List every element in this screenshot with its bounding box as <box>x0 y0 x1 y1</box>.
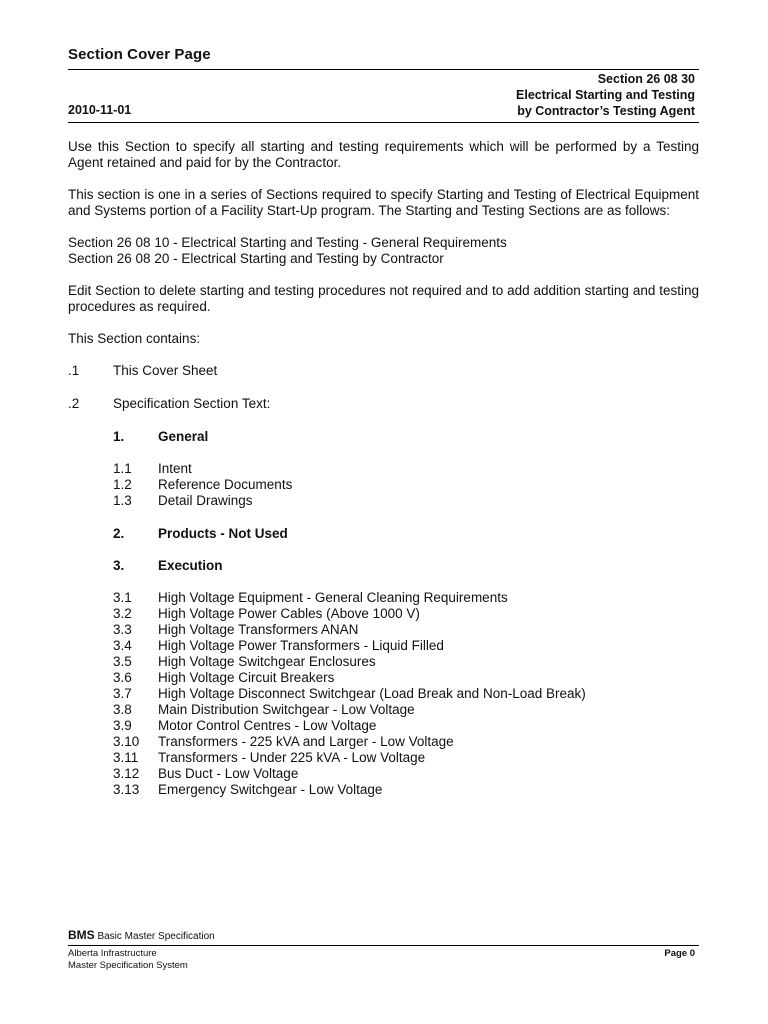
article-row <box>68 622 699 638</box>
article-number: 3.4 <box>113 638 132 653</box>
footer-org-line2: Master Specification System <box>68 960 188 971</box>
contents-item-text: Specification Section Text: <box>113 396 271 411</box>
contents-item <box>68 396 699 412</box>
bms-abbreviation: BMS <box>68 928 95 942</box>
article-row <box>68 750 699 766</box>
article-number: 3.11 <box>113 750 139 765</box>
article-number: 1.1 <box>113 461 132 476</box>
article-row <box>68 734 699 750</box>
article-title: Motor Control Centres - Low Voltage <box>158 718 377 733</box>
article-row <box>68 606 699 622</box>
article-row <box>68 718 699 734</box>
section-title-line2: by Contractor’s Testing Agent <box>517 104 695 118</box>
section-header <box>516 71 695 119</box>
page-title: Section Cover Page <box>68 46 211 63</box>
article-title: Transformers - 225 kVA and Larger - Low Voltage <box>158 734 454 749</box>
document-page <box>68 40 699 980</box>
contents-intro: This Section contains: <box>68 331 201 346</box>
footer-organization <box>68 948 188 972</box>
page-number: Page 0 <box>664 948 695 959</box>
article-row <box>68 590 699 606</box>
footer-org-line1: Alberta Infrastructure <box>68 948 157 959</box>
part-number: 3. <box>113 558 125 573</box>
article-title: High Voltage Switchgear Enclosures <box>158 654 376 669</box>
article-row <box>68 670 699 686</box>
article-number: 1.2 <box>113 477 132 492</box>
footer-spec-label <box>68 928 215 942</box>
intro-paragraph: Use this Section to specify all starting and testing requirements which will be performed by a Testing Agent retained and paid for by the Contractor. <box>68 139 699 170</box>
article-row <box>68 766 699 782</box>
contents-item-number: .2 <box>68 396 80 411</box>
article-row <box>68 654 699 670</box>
section-title-line1: Electrical Starting and Testing <box>516 88 695 102</box>
article-number: 3.9 <box>113 718 132 733</box>
article-title: High Voltage Power Cables (Above 1000 V) <box>158 606 420 621</box>
article-number: 3.6 <box>113 670 132 685</box>
part-title: Products - Not Used <box>158 526 288 541</box>
article-title: High Voltage Equipment - General Cleaning Requirements <box>158 590 508 605</box>
part-title: Execution <box>158 558 223 573</box>
article-number: 3.2 <box>113 606 132 621</box>
article-row <box>68 702 699 718</box>
edit-instructions-paragraph: Edit Section to delete starting and testing procedures not required and to add addition starting and testing procedures as required. <box>68 283 699 314</box>
article-number: 3.13 <box>113 782 140 797</box>
article-title: High Voltage Transformers ANAN <box>158 622 359 637</box>
bms-full-name: Basic Master Specification <box>97 931 215 942</box>
article-title: High Voltage Disconnect Switchgear (Load Break and Non-Load Break) <box>158 686 586 701</box>
document-body <box>68 139 699 815</box>
article-number: 3.12 <box>113 766 140 781</box>
article-row <box>68 782 699 798</box>
contents-item-number: .1 <box>68 363 80 378</box>
article-row <box>68 477 699 493</box>
section-number: Section 26 08 30 <box>597 72 695 86</box>
article-title: Intent <box>158 461 192 476</box>
article-row <box>68 686 699 702</box>
article-number: 1.3 <box>113 493 132 508</box>
article-title: Main Distribution Switchgear - Low Voltage <box>158 702 415 717</box>
article-title: Transformers - Under 225 kVA - Low Voltage <box>158 750 426 765</box>
contents-item-text: This Cover Sheet <box>113 363 218 378</box>
article-number: 3.8 <box>113 702 132 717</box>
series-paragraph: This section is one in a series of Sections required to specify Starting and Testing of Electrical Equipment and Systems portion of a Facility Start-Up program. The Starting and Testing Sections are as follows: <box>68 187 699 218</box>
article-number: 3.3 <box>113 622 132 637</box>
reference-section-2: Section 26 08 20 - Electrical Starting and Testing by Contractor <box>68 251 444 266</box>
article-title: High Voltage Circuit Breakers <box>158 670 335 685</box>
article-row <box>68 493 699 509</box>
article-title: High Voltage Power Transformers - Liquid Filled <box>158 638 444 653</box>
part-heading-general <box>68 429 699 445</box>
part-heading-products <box>68 526 699 542</box>
part-title: General <box>158 429 209 444</box>
article-number: 3.10 <box>113 734 140 749</box>
part-heading-execution <box>68 558 699 574</box>
header-bottom-divider <box>68 122 699 123</box>
reference-section-1: Section 26 08 10 - Electrical Starting and Testing - General Requirements <box>68 235 507 250</box>
article-number: 3.5 <box>113 654 132 669</box>
article-number: 3.7 <box>113 686 132 701</box>
issue-date: 2010-11-01 <box>68 103 132 117</box>
contents-item <box>68 363 699 379</box>
footer-divider <box>68 945 699 946</box>
part-1-items <box>68 461 699 509</box>
part-number: 1. <box>113 429 125 444</box>
article-number: 3.1 <box>113 590 132 605</box>
article-row <box>68 638 699 654</box>
article-row <box>68 461 699 477</box>
part-number: 2. <box>113 526 125 541</box>
article-title: Bus Duct - Low Voltage <box>158 766 299 781</box>
article-title: Detail Drawings <box>158 493 253 508</box>
part-3-items <box>68 590 699 798</box>
header-top-divider <box>68 69 699 70</box>
article-title: Emergency Switchgear - Low Voltage <box>158 782 383 797</box>
article-title: Reference Documents <box>158 477 293 492</box>
